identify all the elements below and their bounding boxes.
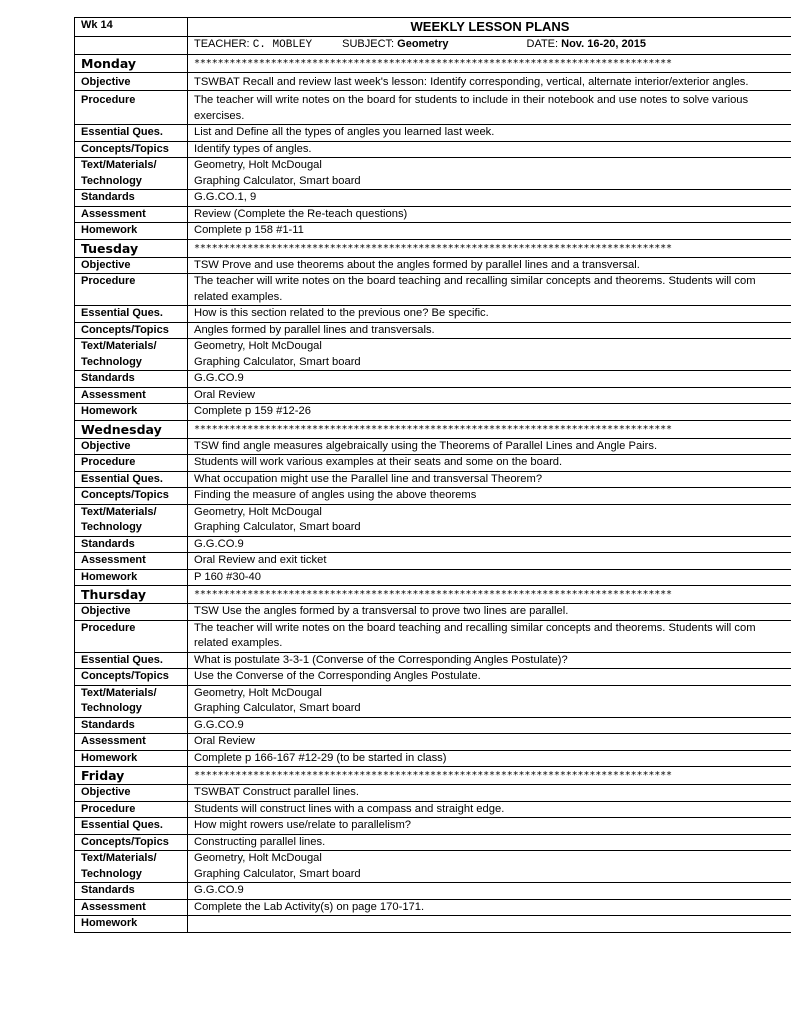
label-line: Text/Materials/ [81,159,157,171]
wednesday-text-row [75,504,791,536]
procedure-value [188,620,791,652]
row-label-standards: Standards [75,883,188,900]
tuesday-standards-row [75,371,791,388]
day-name: Thursday [75,586,188,604]
value-line: Graphing Calculator, Smart board [194,702,361,714]
value-line: Geometry, Holt McDougal [194,505,322,518]
thursday-homework-row [75,750,791,767]
tuesday-assessment-row [75,387,791,404]
wednesday-standards-row [75,536,791,553]
homework-value: Complete p 158 #1-11 [188,223,791,240]
row-label-assessment: Assessment [75,734,188,751]
monday-homework-row [75,223,791,240]
wednesday-homework-row [75,569,791,586]
friday-homework-row [75,916,791,933]
label-line: Text/Materials/ [81,852,157,864]
homework-value [188,916,791,933]
row-label-homework: Homework [75,223,188,240]
row-label-text-materials [75,504,188,536]
day-header-wednesday [75,420,791,438]
row-label-concepts: Concepts/Topics [75,488,188,505]
value-line: The teacher will write notes on the board teaching and recalling similar concepts and theorems. Students will com [194,275,756,287]
monday-concepts-row [75,141,791,158]
concepts-value: Angles formed by parallel lines and transversals. [188,322,791,339]
row-label-procedure: Procedure [75,274,188,306]
thursday-standards-row [75,717,791,734]
teacher-label: TEACHER: [194,38,250,50]
monday-text-row [75,158,791,190]
row-label-objective: Objective [75,604,188,621]
value-line: The teacher will write notes on the board for students to include in their notebook and use notes to solve various [194,94,749,106]
standards-value: G.G.CO.9 [188,717,791,734]
monday-objective-row [75,72,791,91]
day-name: Tuesday [75,239,188,257]
row-label-objective: Objective [75,72,188,91]
row-label-assessment: Assessment [75,206,188,223]
standards-value: G.G.CO.9 [188,883,791,900]
homework-value: Complete p 166-167 #12-29 (to be started in class) [188,750,791,767]
label-line: Technology [81,867,142,880]
essential-value: How is this section related to the previous one? Be specific. [188,306,791,323]
value-line: Geometry, Holt McDougal [194,852,322,864]
row-label-text-materials [75,851,188,883]
text-materials-value [188,685,791,717]
value-line: Geometry, Holt McDougal [194,159,322,171]
objective-value: TSWBAT Recall and review last week's lesson: Identify corresponding, vertical, alternate interior/exterior angles. [188,72,791,91]
label-line: Technology [81,702,142,714]
date-value: Nov. 16-20, 2015 [561,38,646,50]
monday-procedure-row [75,91,791,125]
friday-assessment-row [75,899,791,916]
assessment-value: Oral Review and exit ticket [188,553,791,570]
text-materials-value [188,851,791,883]
value-line: related examples. [194,290,283,303]
concepts-value: Constructing parallel lines. [188,834,791,851]
day-header-thursday [75,586,791,604]
row-label-concepts: Concepts/Topics [75,669,188,686]
wednesday-essential-row [75,471,791,488]
meta-cell [188,37,791,55]
label-line: Text/Materials/ [81,340,157,352]
assessment-value: Review (Complete the Re-teach questions) [188,206,791,223]
friday-procedure-row [75,801,791,818]
thursday-essential-row [75,652,791,669]
objective-value: TSWBAT Construct parallel lines. [188,785,791,802]
row-label-homework: Homework [75,916,188,933]
day-header-tuesday [75,239,791,257]
day-separator: ********************************************************************************* [188,767,791,785]
row-label-homework: Homework [75,569,188,586]
essential-value: How might rowers use/relate to parallelism? [188,818,791,835]
value-line: Graphing Calculator, Smart board [194,521,361,533]
label-line: Text/Materials/ [81,686,157,699]
day-separator: ********************************************************************************* [188,586,791,604]
text-materials-value [188,504,791,536]
title-row [75,18,791,37]
subject-value: Geometry [397,38,449,50]
day-header-friday [75,767,791,785]
row-label-standards: Standards [75,717,188,734]
homework-value: P 160 #30-40 [188,569,791,586]
label-line: Technology [81,521,142,533]
thursday-text-row [75,685,791,717]
objective-value: TSW Prove and use theorems about the angles formed by parallel lines and a transversal. [188,257,791,274]
wednesday-concepts-row [75,488,791,505]
row-label-essential: Essential Ques. [75,652,188,669]
concepts-value: Identify types of angles. [188,141,791,158]
objective-value: TSW find angle measures algebraically using the Theorems of Parallel Lines and Angle Pairs. [188,438,791,455]
row-label-assessment: Assessment [75,899,188,916]
label-line: Technology [81,355,142,368]
procedure-value [188,801,791,818]
thursday-procedure-row [75,620,791,652]
label-line: Text/Materials/ [81,505,157,518]
row-label-objective: Objective [75,785,188,802]
tuesday-concepts-row [75,322,791,339]
monday-essential-row [75,125,791,142]
day-separator: ********************************************************************************* [188,239,791,257]
homework-value: Complete p 159 #12-26 [188,404,791,421]
text-materials-value [188,158,791,190]
row-label-concepts: Concepts/Topics [75,322,188,339]
row-label-homework: Homework [75,750,188,767]
row-label-standards: Standards [75,536,188,553]
standards-value: G.G.CO.9 [188,371,791,388]
row-label-procedure: Procedure [75,91,188,125]
week-label: Wk 14 [75,18,188,37]
day-separator: ********************************************************************************* [188,54,791,72]
friday-text-row [75,851,791,883]
row-label-procedure: Procedure [75,801,188,818]
meta-empty-cell [75,37,188,55]
row-label-homework: Homework [75,404,188,421]
standards-value: G.G.CO.1, 9 [188,190,791,207]
procedure-value [188,91,791,125]
row-label-essential: Essential Ques. [75,306,188,323]
value-line: Students will work various examples at their seats and some on the board. [194,456,563,468]
day-name: Friday [75,767,188,785]
tuesday-procedure-row [75,274,791,306]
friday-objective-row [75,785,791,802]
tuesday-homework-row [75,404,791,421]
friday-concepts-row [75,834,791,851]
thursday-concepts-row [75,669,791,686]
row-label-standards: Standards [75,371,188,388]
value-line: Graphing Calculator, Smart board [194,174,361,187]
row-label-text-materials [75,685,188,717]
assessment-value: Oral Review [188,734,791,751]
tuesday-text-row [75,339,791,371]
row-label-assessment: Assessment [75,387,188,404]
procedure-value [188,274,791,306]
objective-value: TSW Use the angles formed by a transversal to prove two lines are parallel. [188,604,791,621]
thursday-assessment-row [75,734,791,751]
tuesday-essential-row [75,306,791,323]
page-title: WEEKLY LESSON PLANS [188,18,791,37]
teacher-name: C. MOBLEY [252,39,313,51]
meta-row [75,37,791,55]
essential-value: What is postulate 3-3-1 (Converse of the Corresponding Angles Postulate)? [188,652,791,669]
tuesday-objective-row [75,257,791,274]
row-label-procedure: Procedure [75,455,188,472]
assessment-value: Complete the Lab Activity(s) on page 170-171. [188,899,791,916]
essential-value: List and Define all the types of angles you learned last week. [188,125,791,142]
procedure-value [188,455,791,472]
row-label-assessment: Assessment [75,553,188,570]
value-line: Geometry, Holt McDougal [194,340,322,352]
assessment-value: Oral Review [188,387,791,404]
value-line: Graphing Calculator, Smart board [194,867,361,880]
row-label-text-materials [75,158,188,190]
row-label-standards: Standards [75,190,188,207]
wednesday-assessment-row [75,553,791,570]
weekly-lesson-plan-table [74,17,791,933]
row-label-objective: Objective [75,438,188,455]
friday-essential-row [75,818,791,835]
value-line: exercises. [194,109,245,122]
text-materials-value [188,339,791,371]
row-label-essential: Essential Ques. [75,818,188,835]
value-line: The teacher will write notes on the board teaching and recalling similar concepts and theorems. Students will com [194,621,756,634]
row-label-text-materials [75,339,188,371]
date-label: DATE: [526,38,559,50]
day-name: Wednesday [75,420,188,438]
value-line: Students will construct lines with a compass and straight edge. [194,802,505,815]
standards-value: G.G.CO.9 [188,536,791,553]
wednesday-objective-row [75,438,791,455]
monday-standards-row [75,190,791,207]
row-label-objective: Objective [75,257,188,274]
concepts-value: Use the Converse of the Corresponding Angles Postulate. [188,669,791,686]
concepts-value: Finding the measure of angles using the above theorems [188,488,791,505]
monday-assessment-row [75,206,791,223]
row-label-procedure: Procedure [75,620,188,652]
day-name: Monday [75,54,188,72]
row-label-essential: Essential Ques. [75,125,188,142]
thursday-objective-row [75,604,791,621]
subject-label: SUBJECT: [342,38,395,50]
row-label-concepts: Concepts/Topics [75,141,188,158]
value-line: related examples. [194,637,283,649]
row-label-essential: Essential Ques. [75,471,188,488]
value-line: Graphing Calculator, Smart board [194,355,361,368]
day-separator: ********************************************************************************* [188,420,791,438]
essential-value: What occupation might use the Parallel line and transversal Theorem? [188,471,791,488]
friday-standards-row [75,883,791,900]
day-header-monday [75,54,791,72]
wednesday-procedure-row [75,455,791,472]
value-line: Geometry, Holt McDougal [194,686,322,699]
label-line: Technology [81,174,142,187]
row-label-concepts: Concepts/Topics [75,834,188,851]
